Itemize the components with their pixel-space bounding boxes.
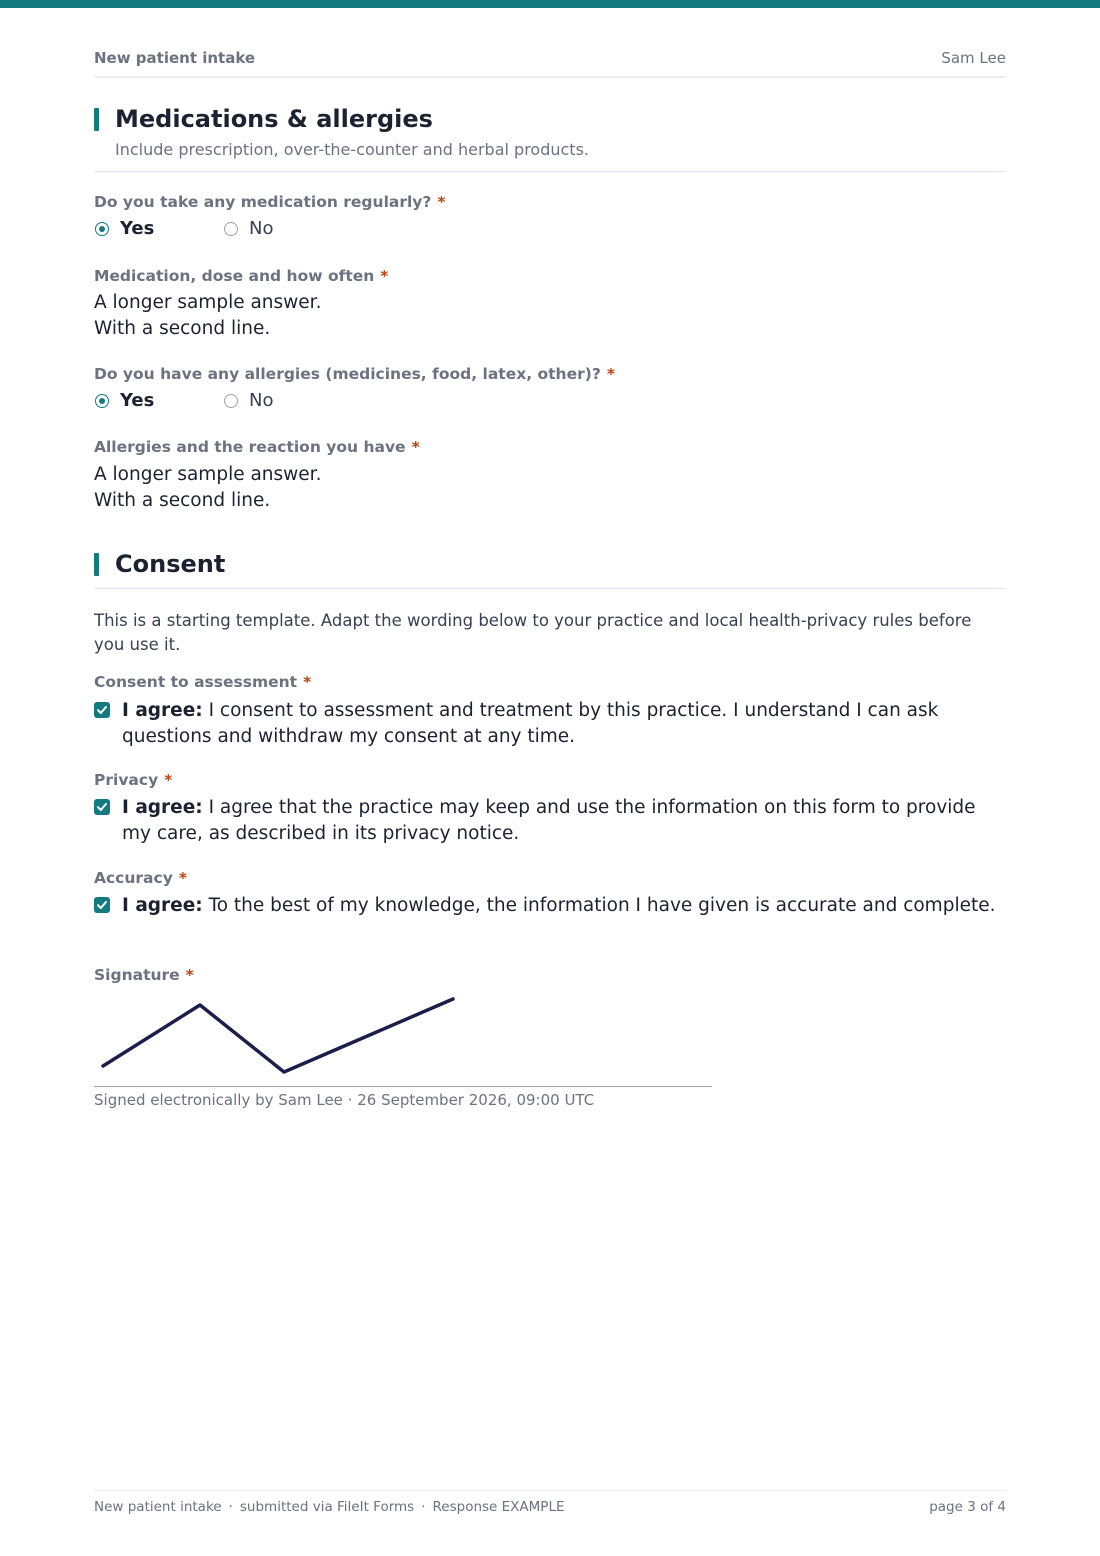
section-accent-bar bbox=[94, 553, 99, 576]
section-accent-bar bbox=[94, 108, 99, 131]
section-title: Medications & allergies bbox=[115, 105, 433, 133]
signature-pad[interactable] bbox=[94, 990, 712, 1087]
section-header-medications bbox=[94, 104, 1006, 172]
answer-allergy-reactions bbox=[94, 462, 321, 514]
question-label-regular-medication bbox=[94, 193, 446, 211]
radio-label-no[interactable]: No bbox=[249, 390, 274, 411]
section-subtitle: Include prescription, over-the-counter and herbal products. bbox=[115, 140, 589, 159]
checkbox-consent-assessment[interactable] bbox=[94, 702, 110, 718]
question-text: Do you have any allergies (medicines, food, latex, other)? bbox=[94, 365, 601, 383]
signature-stroke bbox=[94, 990, 712, 1086]
check-icon bbox=[96, 899, 108, 911]
page-footer bbox=[94, 1490, 1006, 1521]
answer-line: With a second line. bbox=[94, 318, 271, 339]
radio-label-yes[interactable]: Yes bbox=[120, 218, 155, 239]
radio-yes[interactable] bbox=[95, 222, 109, 236]
question-text: Allergies and the reaction you have bbox=[94, 438, 406, 456]
consent-intro: This is a starting template. Adapt the wording below to your practice and local health-privacy rules before you use it. bbox=[94, 611, 972, 654]
question-label-allergies bbox=[94, 365, 615, 383]
question-text: Medication, dose and how often bbox=[94, 267, 375, 285]
section-title: Consent bbox=[115, 550, 226, 578]
agree-text: I consent to assessment and treatment by this practice. I understand I can ask questions and withdraw my consent at any time. bbox=[122, 700, 939, 747]
required-asterisk: * bbox=[606, 365, 615, 383]
required-asterisk: * bbox=[303, 673, 312, 691]
answer-medication-details bbox=[94, 290, 321, 342]
answer-line: A longer sample answer. bbox=[94, 292, 322, 313]
footer-meta bbox=[94, 1499, 565, 1515]
required-asterisk: * bbox=[380, 267, 389, 285]
required-asterisk: * bbox=[437, 193, 446, 211]
checkbox-label-consent-assessment[interactable] bbox=[122, 698, 1006, 750]
footer-separator: · bbox=[421, 1499, 426, 1515]
required-asterisk: * bbox=[164, 771, 173, 789]
agree-text: I agree that the practice may keep and use the information on this form to provide my care, as described in its privacy notice. bbox=[122, 797, 976, 844]
required-asterisk: * bbox=[178, 869, 187, 887]
check-icon bbox=[96, 704, 108, 716]
radio-no[interactable] bbox=[224, 222, 238, 236]
checkbox-label-accuracy[interactable] bbox=[122, 893, 1006, 919]
required-asterisk: * bbox=[411, 438, 420, 456]
question-label-accuracy bbox=[94, 869, 187, 887]
footer-submitted-via: submitted via FileIt Forms bbox=[239, 1499, 415, 1515]
radio-no[interactable] bbox=[224, 394, 238, 408]
question-text: Signature bbox=[94, 966, 180, 984]
radio-yes[interactable] bbox=[95, 394, 109, 408]
footer-form-name: New patient intake bbox=[94, 1499, 222, 1515]
signature-caption: Signed electronically by Sam Lee · 26 September 2026, 09:00 UTC bbox=[94, 1091, 595, 1109]
question-text: Privacy bbox=[94, 771, 159, 789]
form-title: New patient intake bbox=[94, 49, 256, 67]
footer-response: Response EXAMPLE bbox=[432, 1499, 565, 1515]
section-header-consent bbox=[94, 550, 1006, 589]
checkbox-row-accuracy bbox=[94, 893, 1006, 945]
radio-group-allergies bbox=[94, 390, 394, 414]
checkbox-accuracy[interactable] bbox=[94, 897, 110, 913]
question-label-signature bbox=[94, 966, 194, 984]
checkbox-row-privacy bbox=[94, 795, 1006, 847]
page-number: page 3 of 4 bbox=[929, 1499, 1006, 1515]
page-header bbox=[94, 48, 1006, 78]
agree-prefix: I agree: bbox=[122, 700, 203, 721]
agree-prefix: I agree: bbox=[122, 797, 203, 818]
question-label-allergy-reactions bbox=[94, 438, 420, 456]
footer-separator: · bbox=[228, 1499, 233, 1515]
question-text: Accuracy bbox=[94, 869, 173, 887]
required-asterisk: * bbox=[185, 966, 194, 984]
question-label-medication-details bbox=[94, 267, 388, 285]
checkbox-privacy[interactable] bbox=[94, 799, 110, 815]
question-label-privacy bbox=[94, 771, 172, 789]
radio-group-regular-medication bbox=[94, 218, 394, 242]
answer-line: With a second line. bbox=[94, 490, 271, 511]
radio-label-yes[interactable]: Yes bbox=[120, 390, 155, 411]
checkbox-label-privacy[interactable] bbox=[122, 795, 1006, 847]
agree-text: To the best of my knowledge, the information I have given is accurate and complete. bbox=[208, 895, 996, 916]
question-text: Do you take any medication regularly? bbox=[94, 193, 432, 211]
question-text: Consent to assessment bbox=[94, 673, 298, 691]
check-icon bbox=[96, 801, 108, 813]
radio-label-no[interactable]: No bbox=[249, 218, 274, 239]
answer-line: A longer sample answer. bbox=[94, 464, 322, 485]
top-accent-bar bbox=[0, 0, 1100, 8]
user-name: Sam Lee bbox=[941, 49, 1006, 67]
question-label-consent-assessment bbox=[94, 673, 311, 691]
agree-prefix: I agree: bbox=[122, 895, 203, 916]
checkbox-row-consent-assessment bbox=[94, 698, 1006, 750]
